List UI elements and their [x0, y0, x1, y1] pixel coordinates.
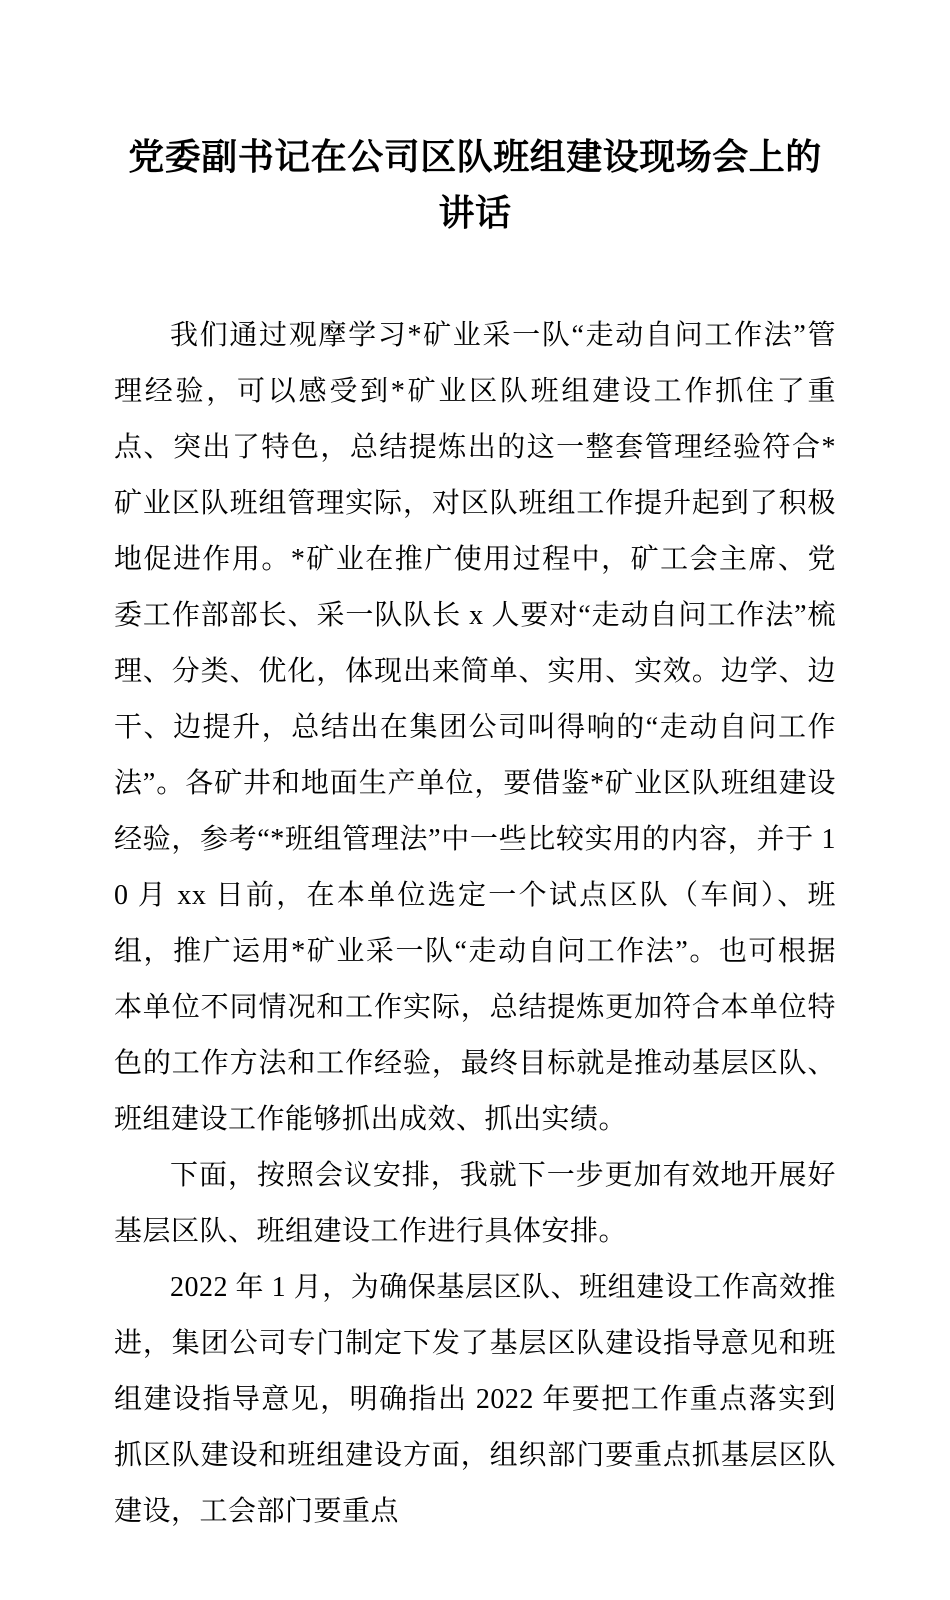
- document-title: 党委副书记在公司区队班组建设现场会上的讲话: [128, 137, 822, 233]
- paragraph: 2022 年 1 月，为确保基层区队、班组建设工作高效推进，集团公司专门制定下发了基层区队建设指导意见和班组建设指导意见，明确指出 2022 年要把工作重点落实到抓区队建设和班组建设方面，组织部门要重点抓基层区队建设，工会部门要重点: [114, 1271, 836, 1527]
- paragraph: 我们通过观摩学习*矿业采一队“走动自问工作法”管理经验，可以感受到*矿业区队班组建设工作抓住了重点、突出了特色，总结提炼出的这一整套管理经验符合*矿业区队班组管理实际，对区队班组工作提升起到了积极地促进作用。*矿业在推广使用过程中，矿工会主席、党委工作部部长、采一队队长 x 人要对“走动自问工作法”梳理、分类、优化，体现出来简单、实用、实效。边学、边干、边提升，总结出在集团公司叫得响的“走动自问工作法”。各矿井和地面生产单位，要借鉴*矿业区队班组建设经验，参考“*班组管理法”中一些比较实用的内容，并于 10 月 xx 日前，在本单位选定一个试点区队（车间）、班组，推广运用*矿业采一队“走动自问工作法”。也可根据本单位不同情况和工作实际，总结提炼更加符合本单位特色的工作方法和工作经验，最终目标就是推动基层区队、班组建设工作能够抓出成效、抓出实绩。: [114, 319, 836, 1135]
- document-body: [114, 308, 836, 1540]
- paragraph: 下面，按照会议安排，我就下一步更加有效地开展好基层区队、班组建设工作进行具体安排。: [114, 1159, 836, 1247]
